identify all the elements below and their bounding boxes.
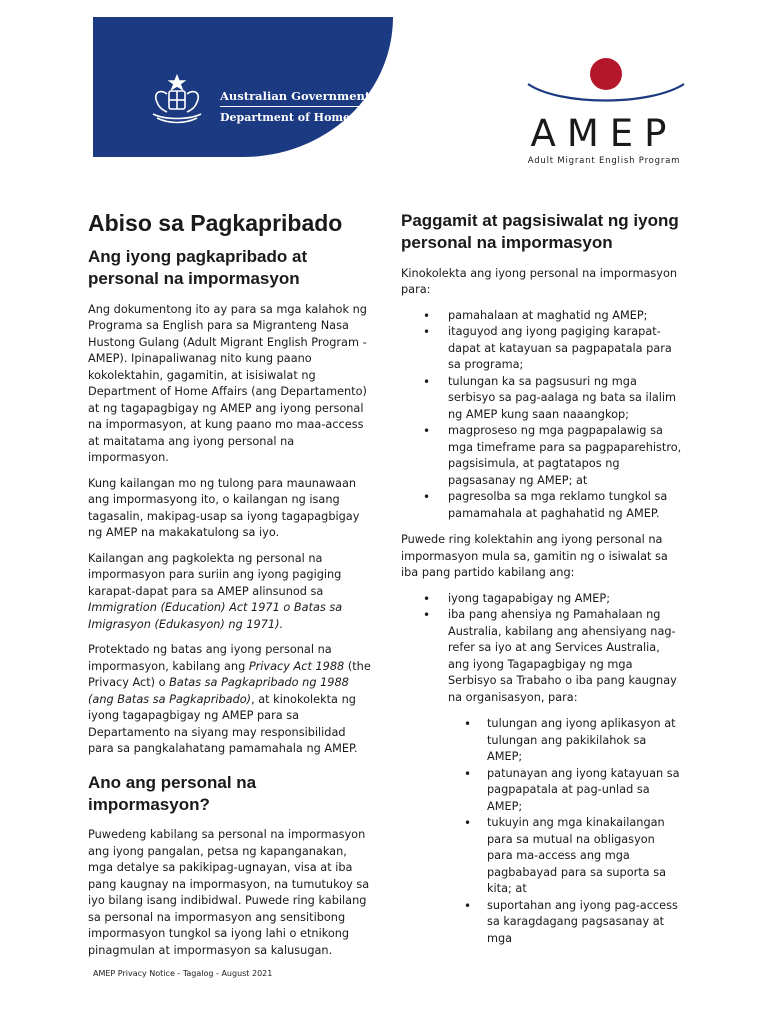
left-column [88, 210, 372, 968]
list-item: • magproseso ng mga pagpapalawig sa mga timeframe para sa pagpaparehistro, pagsisimula, at pagtatapos ng pagsasanay ng AMEP; at [401, 423, 684, 489]
text-span: Kailangan ang pagkolekta ng personal na impormasyon para suriin ang iyong pagiging karapat-dapat para sa AMEP alinsunod sa [88, 551, 342, 598]
amep-logo-word: AMEP [530, 112, 678, 155]
act-citation: Batas sa Pagkapribado ng 1988 (ang Batas sa Pagkapribado) [88, 676, 349, 706]
list-item: • iyong tagapabigay ng AMEP; [401, 591, 684, 608]
list-item: • tulungan ka sa pagsusuri ng mga serbisyo sa pag-aalaga ng bata sa ilalim ng AMEP kung saan naaangkop; [401, 374, 684, 424]
gov-name: Australian Government [220, 89, 371, 103]
list-item: • tukuyin ang mga kinakailangan para sa mutual na obligasyon para ma-access ang mga pagbabayad para sa suporta sa kita; at [447, 815, 684, 898]
department-name: Department of Home Affairs [220, 111, 395, 124]
page-title: Abiso sa Pagkapribado [88, 210, 343, 236]
act-citation: Immigration (Education) Act 1971 o Batas sa Imigrasyon (Edukasyon) ng 1971). [88, 601, 343, 631]
list-sub-purposes [447, 716, 684, 947]
paragraph-intro: Ang dokumentong ito ay para sa mga kalahok ng Programa sa English para sa Migranteng Nasa Hustong Gulang (Adult Migrant English Program - AMEP). Ipinapaliwanag nito kung paano kokolektahin, gagamitin, at isisiwalat ng Department of Home Affairs (ang Departamento) at ng tagapagbigay ng AMEP ang iyong personal na impormasyon, at kung paano mo maa-access at maitatama ang iyong personal na impormasyon. [88, 302, 367, 465]
section-heading-what-is: Ano ang personal na impormasyon? [88, 772, 257, 814]
paragraph-protection [88, 642, 372, 758]
paragraph-other-parties: Puwede ring kolektahin ang iyong personal na impormasyon mula sa, gamitin ng o isiwalat sa iba pang partido kabilang ang: [401, 533, 668, 579]
list-item: • patunayan ang iyong katayuan sa pagpapatala at pag-unlad sa AMEP; [447, 766, 684, 816]
paragraph-help: Kung kailangan mo ng tulong para maunawaan ang impormasyong ito, o kailangan ng isang tagasalin, makipag-usap sa iyong tagapagbigay ng AMEP na makakatulong sa iyo. [88, 476, 360, 540]
paragraph-collect-for: Kinokolekta ang iyong personal na impormasyon para: [401, 266, 678, 296]
list-item: • tulungan ang iyong aplikasyon at tulungan ang pakikilahok sa AMEP; [447, 716, 684, 766]
list-item: • iba pang ahensiya ng Pamahalaan ng Australia, kabilang ang ahensiyang nag-refer sa iyo at ang Services Australia, ang iyong Tagapagbigay ng mga Serbisyo sa Trabaho o iba pang kaugnay na organisasyon, para: [401, 607, 684, 706]
section-heading-privacy: Ang iyong pagkapribado at personal na impormasyon [88, 247, 308, 289]
page-footer: AMEP Privacy Notice - Tagalog - August 2021 [93, 969, 273, 978]
list-item: • pamahalaan at maghatid ng AMEP; [401, 308, 684, 325]
list-purposes [401, 308, 684, 523]
right-column [401, 210, 684, 947]
amep-logo-subtitle: Adult Migrant English Program [527, 156, 681, 166]
gov-divider [220, 106, 366, 107]
section-heading-use: Paggamit at pagsisiwalat ng iyong personal na impormasyon [401, 211, 679, 252]
list-item: • itaguyod ang iyong pagiging karapat-dapat at katayuan sa pagpapatala para sa programa; [401, 324, 684, 374]
header-banner [93, 17, 393, 157]
act-citation: Privacy Act 1988 [248, 659, 345, 673]
coat-of-arms-icon [147, 74, 207, 126]
text-span: (the Privacy Act) o [88, 659, 371, 690]
list-item: • suportahan ang iyong pag-access sa karagdagang pagsasanay at mga [447, 898, 684, 948]
paragraph-collection [88, 551, 372, 634]
paragraph-definition: Puwedeng kabilang sa personal na impormasyon ang iyong pangalan, petsa ng kapanganakan, mga detalye sa pakikipag-ugnayan, visa at iba pang kaugnay na impormasyon, na tumutukoy sa iyo bilang isang indibidwal. Puwede ring kabilang sa personal na impormasyon ang sensitibong impormasyon tungkol sa iyong lahi o etnikong pinagmulan at impormasyon sa kalusugan. [88, 828, 370, 957]
text-span: Protektado ng batas ang iyong personal na impormasyon, kabilang ang [88, 643, 332, 673]
list-item: • pagresolba sa mga reklamo tungkol sa pamamahala at paghahatid ng AMEP. [401, 489, 684, 522]
list-parties [401, 591, 684, 707]
text-span: , at kinokolekta ng iyong tagapagbigay ng AMEP para sa Departamento na siyang may responsibilidad para sa pangkalahatang pamamahala ng AMEP. [88, 692, 358, 756]
